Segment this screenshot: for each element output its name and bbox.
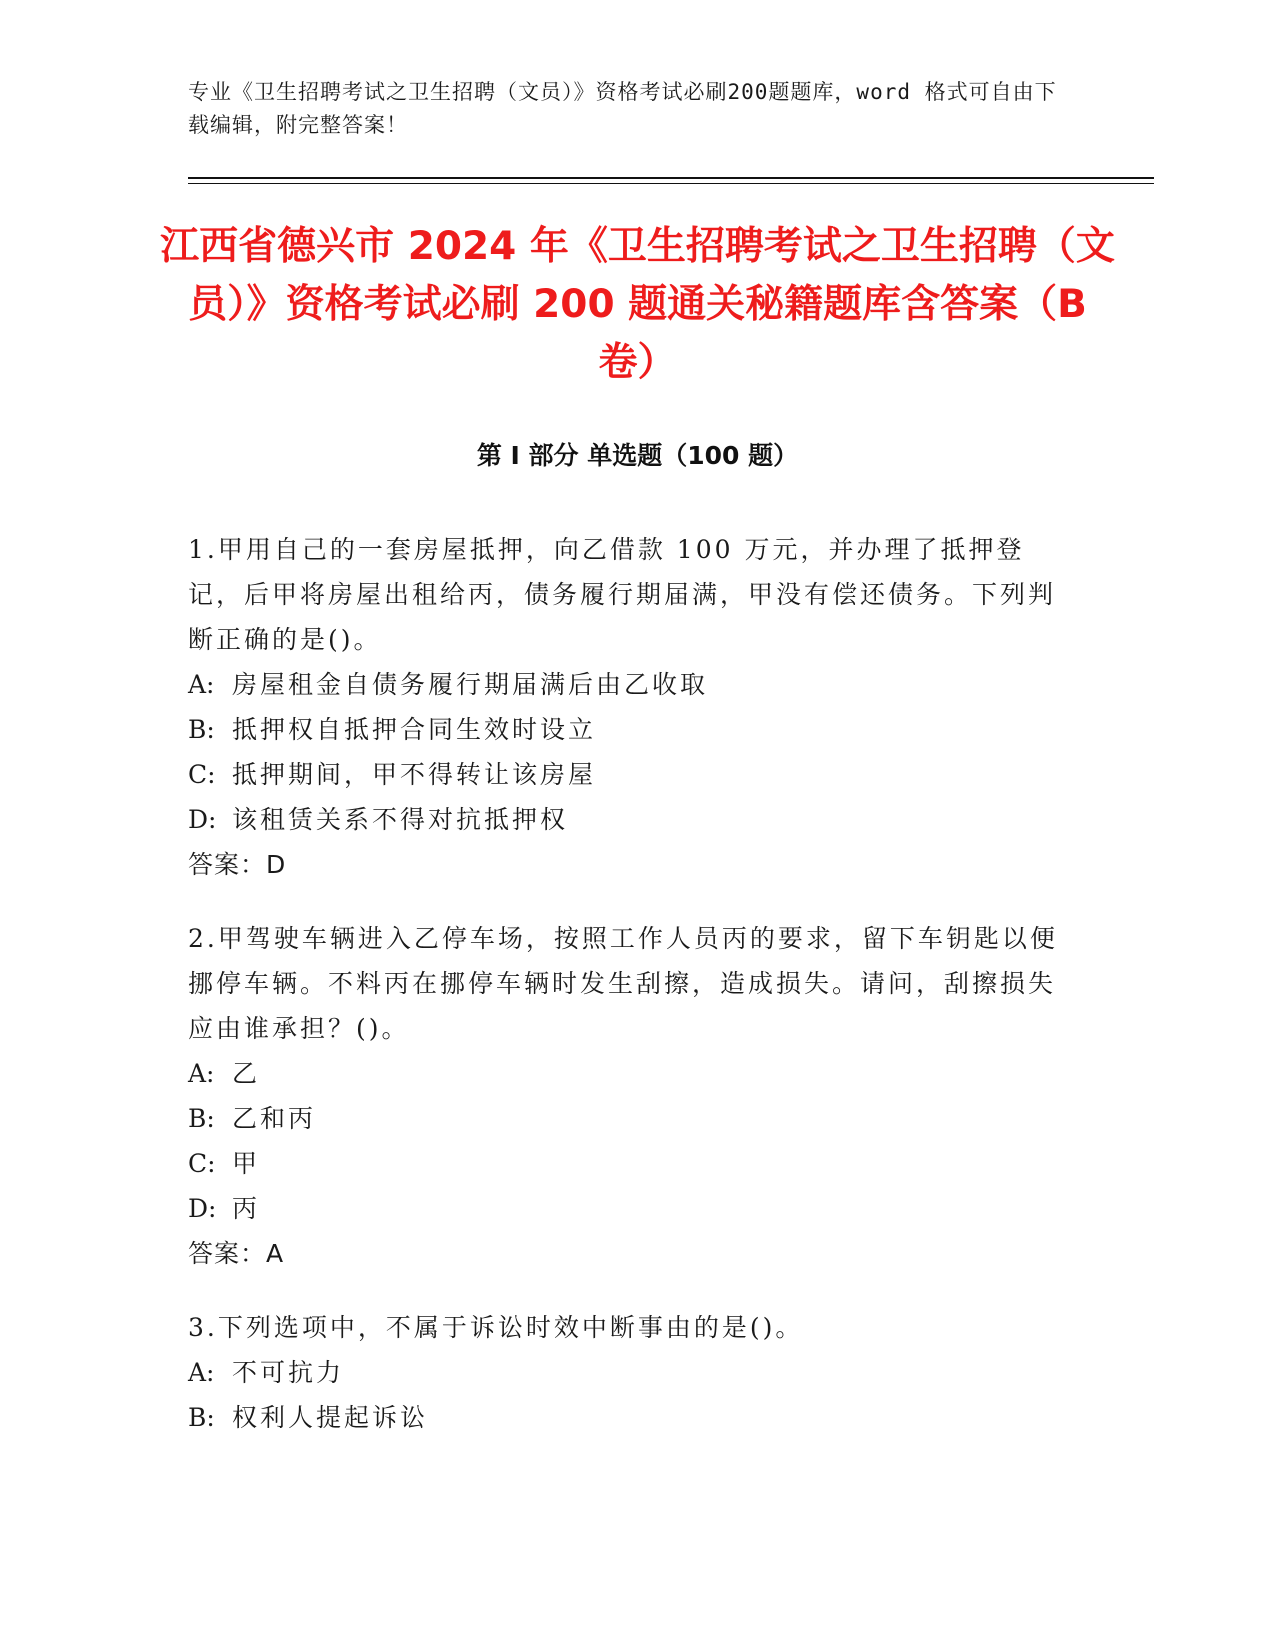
answer-line: 答案：A bbox=[188, 1239, 285, 1268]
option-a bbox=[188, 1051, 1068, 1096]
question-3 bbox=[188, 1305, 1068, 1440]
option-text: 乙和丙 bbox=[232, 1104, 317, 1133]
header-note: 专业《卫生招聘考试之卫生招聘（文员）》资格考试必刷200题题库，word 格式可自由下载编辑，附完整答案！ bbox=[188, 80, 1057, 137]
option-key: C: bbox=[188, 1149, 216, 1178]
answer-line: 答案：D bbox=[188, 850, 287, 879]
document-title: 江西省德兴市 2024 年《卫生招聘考试之卫生招聘（文员）》资格考试必刷 200 题通关秘籍题库含答案（B 卷） bbox=[160, 224, 1115, 385]
option-a bbox=[188, 1350, 1068, 1395]
option-b bbox=[188, 1395, 1068, 1440]
header-divider-thick bbox=[188, 177, 1154, 179]
question-list bbox=[188, 527, 1068, 1469]
question-stem: 3.下列选项中，不属于诉讼时效中断事由的是()。 bbox=[188, 1313, 804, 1342]
option-key: D: bbox=[188, 805, 217, 834]
section-title: 第 I 部分 单选题（100 题） bbox=[476, 441, 799, 470]
question-1 bbox=[188, 527, 1068, 887]
option-key: A: bbox=[188, 670, 215, 699]
header-divider-thin bbox=[188, 183, 1154, 184]
option-b bbox=[188, 1096, 1068, 1141]
option-key: B: bbox=[188, 715, 215, 744]
option-text: 房屋租金自债务履行期届满后由乙收取 bbox=[232, 670, 709, 699]
option-c bbox=[188, 752, 1068, 797]
option-d bbox=[188, 797, 1068, 842]
option-text: 甲 bbox=[232, 1149, 261, 1178]
question-stem: 2.甲驾驶车辆进入乙停车场，按照工作人员丙的要求，留下车钥匙以便挪停车辆。不料丙在挪停车辆时发生刮擦，造成损失。请问，刮擦损失应由谁承担？()。 bbox=[188, 924, 1058, 1043]
option-key: A: bbox=[188, 1059, 215, 1088]
option-c bbox=[188, 1141, 1068, 1186]
option-text: 该租赁关系不得对抗抵押权 bbox=[232, 805, 569, 834]
option-b bbox=[188, 707, 1068, 752]
option-key: C: bbox=[188, 760, 216, 789]
question-stem: 1.甲用自己的一套房屋抵押，向乙借款 100 万元，并办理了抵押登记，后甲将房屋出租给丙，债务履行期届满，甲没有偿还债务。下列判断正确的是()。 bbox=[188, 535, 1057, 654]
option-text: 乙 bbox=[232, 1059, 261, 1088]
option-d bbox=[188, 1186, 1068, 1231]
option-key: D: bbox=[188, 1194, 217, 1223]
option-key: A: bbox=[188, 1358, 215, 1387]
option-text: 不可抗力 bbox=[232, 1358, 345, 1387]
option-text: 抵押权自抵押合同生效时设立 bbox=[232, 715, 597, 744]
option-text: 丙 bbox=[232, 1194, 261, 1223]
option-a bbox=[188, 662, 1068, 707]
option-text: 权利人提起诉讼 bbox=[232, 1403, 429, 1432]
option-text: 抵押期间，甲不得转让该房屋 bbox=[232, 760, 597, 789]
option-key: B: bbox=[188, 1403, 215, 1432]
question-2 bbox=[188, 916, 1068, 1276]
option-key: B: bbox=[188, 1104, 215, 1133]
